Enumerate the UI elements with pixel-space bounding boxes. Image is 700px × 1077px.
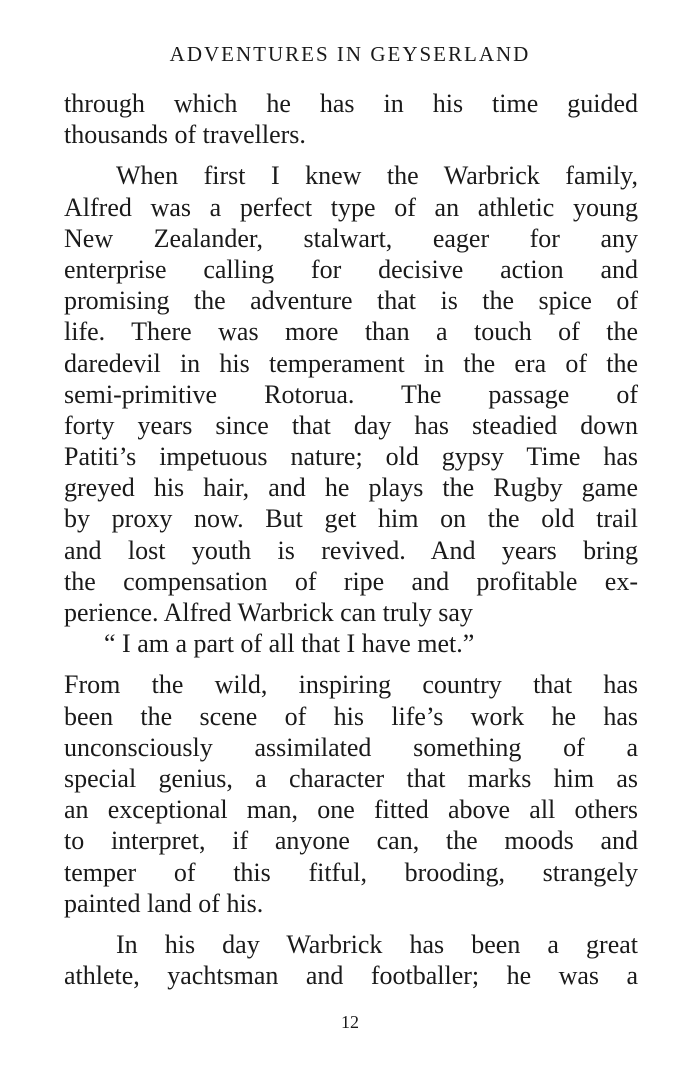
paragraph-2-line: enterprise calling for decisive action and — [64, 254, 638, 284]
paragraph-4-line: In his day Warbrick has been a great — [116, 929, 638, 959]
paragraph-4-line: athlete, yachtsman and footballer; he was a — [64, 961, 638, 991]
paragraph-1-line: through which he has in his time guided — [64, 89, 638, 118]
body-text — [64, 88, 638, 991]
paragraph-3-line: From the wild, inspiring country that has — [64, 670, 638, 700]
paragraph-2-line: semi-primitive Rotorua. The passage of — [64, 379, 638, 409]
paragraph-2-line: life. There was more than a touch of the — [64, 317, 638, 347]
running-head: ADVENTURES IN GEYSERLAND — [169, 42, 531, 66]
paragraph-2-line: perience. Alfred Warbrick can truly say — [64, 598, 473, 627]
paragraph-3-line: painted land of his. — [64, 888, 264, 918]
paragraph-3-line: temper of this fitful, brooding, strangely — [64, 857, 638, 887]
paragraph-2-line: Patiti’s impetuous nature; old gypsy Time has — [64, 442, 638, 472]
paragraph-2-line: Alfred was a perfect type of an athletic young — [64, 192, 638, 222]
paragraph-2-line: promising the adventure that is the spice of — [64, 286, 638, 316]
paragraph-2-line: daredevil in his temperament in the era of the — [64, 348, 638, 378]
paragraph-2-line: greyed his hair, and he plays the Rugby game — [64, 473, 638, 503]
paragraph-2-line: New Zealander, stalwart, eager for any — [64, 223, 638, 253]
paragraph-1-line: thousands of travellers. — [64, 120, 306, 150]
paragraph-2-line: and lost youth is revived. And years bring — [64, 535, 638, 565]
paragraph-2-line: When first I knew the Warbrick family, — [116, 161, 638, 191]
paragraph-3-line: been the scene of his life’s work he has — [64, 701, 638, 731]
paragraph-2-line: by proxy now. But get him on the old trail — [64, 504, 638, 534]
paragraph-3-line: special genius, a character that marks him as — [64, 763, 638, 793]
paragraph-2-line: the compensation of ripe and profitable ex- — [64, 566, 638, 596]
paragraph-3-line: to interpret, if anyone can, the moods and — [64, 826, 638, 856]
page-number: 12 — [341, 1012, 359, 1032]
paragraph-3-line: an exceptional man, one fitted above all others — [64, 795, 638, 825]
paragraph-3-line: unconsciously assimilated something of a — [64, 732, 638, 762]
paragraph-2-line: forty years since that day has steadied down — [64, 410, 638, 440]
quotation: “ I am a part of all that I have met.” — [104, 629, 475, 659]
